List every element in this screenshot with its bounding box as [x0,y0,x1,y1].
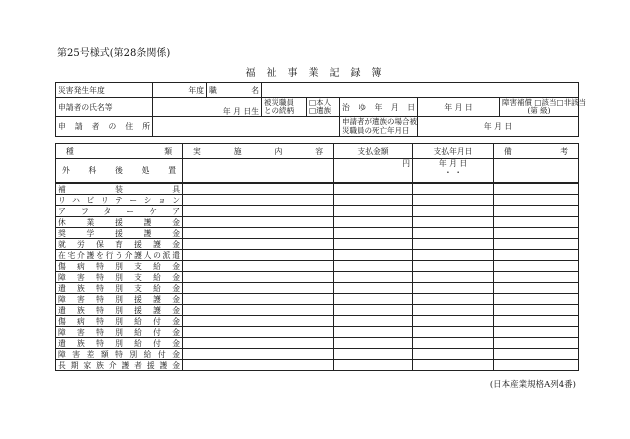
payment-date-cell[interactable] [413,183,494,195]
payment-date-cell[interactable]: 年 月 日 ・ ・ [413,159,494,184]
kind-cell: 外科後処置 [56,159,183,184]
content-cell[interactable] [183,250,334,261]
amount-cell[interactable] [334,316,413,327]
disability-label: 障害補償 [502,97,532,107]
content-cell[interactable] [183,183,334,195]
payment-date-cell[interactable] [413,283,494,294]
amount-cell[interactable] [334,239,413,250]
payment-date-cell[interactable] [413,206,494,217]
disability-compensation[interactable] [500,97,587,117]
disaster-year-label: 災害発生年度 [56,83,153,98]
payment-date-cell[interactable] [413,316,494,327]
kind-cell: 奨学援護金 [56,228,183,239]
date-dots: ・ ・ [443,168,463,177]
kind-cell: 障害特別援護金 [56,294,183,305]
family-checkbox[interactable]: □遺族 [309,106,332,115]
kind-cell: 障害特別支給金 [56,272,183,283]
payment-date-cell[interactable] [413,250,494,261]
death-date-label: 申請者が遺族の場合被 災職員の死亡年月日 [340,117,418,137]
amount-cell[interactable] [334,183,413,195]
payment-date-cell[interactable] [413,261,494,272]
payment-date-cell[interactable] [413,360,494,371]
remarks-cell[interactable] [494,195,579,206]
payment-date-cell[interactable] [413,239,494,250]
address-label: 申請者の住所 [56,117,153,137]
remarks-cell[interactable] [494,217,579,228]
column-remarks: 備 考 [494,144,579,159]
amount-cell[interactable] [334,327,413,338]
kind-cell: 休業援護金 [56,217,183,228]
content-cell[interactable] [183,272,334,283]
kind-cell: 遺族特別援護金 [56,305,183,316]
remarks-cell[interactable] [494,261,579,272]
kind-cell: 遺族特別給付金 [56,338,183,349]
amount-cell[interactable] [334,283,413,294]
payment-date-cell[interactable] [413,338,494,349]
column-amount: 支払金額 [334,144,413,159]
kind-cell: 傷病特別支給金 [56,261,183,272]
paper-size-note: (日本産業規格A列4番) [489,380,576,390]
disability-grade[interactable]: (第 級) [527,106,551,115]
remarks-cell[interactable] [494,206,579,217]
cure-date-field[interactable]: 年 月 日 [418,98,500,117]
content-cell[interactable] [183,195,334,206]
payment-date-cell[interactable] [413,272,494,283]
column-content: 実 施 内 容 [183,144,334,159]
remarks-cell[interactable] [494,305,579,316]
kind-cell: 長期家族介護者援護金 [56,360,183,371]
content-cell[interactable] [183,294,334,305]
kind-cell: 補装具 [56,183,183,195]
amount-cell[interactable] [334,228,413,239]
amount-cell[interactable] [334,261,413,272]
content-cell[interactable] [183,228,334,239]
remarks-cell[interactable] [494,239,579,250]
cure-date-label: 治ゆ年月日 [340,98,418,117]
document-title: 福祉事業記録簿 [245,68,393,79]
kind-cell: 就労保育援護金 [56,239,183,250]
self-checkbox[interactable]: □本人 [309,97,332,107]
amount-cell[interactable] [334,250,413,261]
amount-cell[interactable] [334,206,413,217]
amount-cell[interactable]: 円 [334,159,413,184]
content-cell[interactable] [183,206,334,217]
amount-cell[interactable] [334,360,413,371]
form-number: 第25号様式(第28条関係) [57,48,171,59]
remarks-cell[interactable] [494,250,579,261]
payment-date-cell[interactable] [413,349,494,360]
remarks-cell[interactable] [494,283,579,294]
content-cell[interactable] [183,261,334,272]
amount-cell[interactable] [334,294,413,305]
kind-cell: アフターケア [56,206,183,217]
amount-cell[interactable] [334,195,413,206]
remarks-cell[interactable] [494,327,579,338]
content-cell[interactable] [183,327,334,338]
remarks-cell[interactable] [494,294,579,305]
amount-cell[interactable] [334,305,413,316]
payment-date-cell[interactable] [413,217,494,228]
amount-cell[interactable] [334,338,413,349]
applicant-info-table [55,82,587,137]
payment-date-cell[interactable] [413,195,494,206]
disability-options[interactable]: □該当□非該当 [534,97,587,107]
relation-options[interactable] [307,98,340,117]
remarks-cell[interactable] [494,272,579,283]
column-kind: 種 類 [56,144,183,159]
content-cell[interactable] [183,217,334,228]
remarks-cell[interactable] [494,159,579,184]
post-label: 職名 [207,83,262,98]
remarks-cell[interactable] [494,360,579,371]
content-cell[interactable] [183,316,334,327]
applicant-name-label: 申請者の氏名等 [56,98,153,117]
amount-cell[interactable] [334,217,413,228]
content-cell[interactable] [183,283,334,294]
welfare-record-table [55,143,579,371]
remarks-cell[interactable] [494,316,579,327]
content-cell[interactable] [183,360,334,371]
amount-cell[interactable] [334,349,413,360]
post-field[interactable] [262,83,579,98]
amount-cell[interactable] [334,272,413,283]
death-date-field[interactable]: 年 月 日 [418,117,579,137]
relation-label: 被災職員 との続柄 [262,98,307,117]
payment-date-cell[interactable] [413,294,494,305]
content-cell[interactable] [183,338,334,349]
kind-cell: 傷病特別給付金 [56,316,183,327]
remarks-cell[interactable] [494,183,579,195]
payment-date-cell[interactable] [413,327,494,338]
kind-cell: 在宅介護を行う介護人の派遣 [56,250,183,261]
kind-cell: 障害差額特別給付金 [56,349,183,360]
remarks-cell[interactable] [494,228,579,239]
disaster-year-field[interactable]: 年度 [153,83,207,98]
content-cell[interactable] [183,159,334,184]
remarks-cell[interactable] [494,338,579,349]
column-payment-date: 支払年月日 [413,144,494,159]
kind-cell: リハビリテーション [56,195,183,206]
address-field[interactable] [153,117,340,137]
payment-date-cell[interactable] [413,228,494,239]
kind-cell: 障害特別給付金 [56,327,183,338]
content-cell[interactable] [183,349,334,360]
content-cell[interactable] [183,239,334,250]
birth-date-field[interactable]: 年 月 日生 [153,98,262,117]
payment-date-cell[interactable] [413,305,494,316]
remarks-cell[interactable] [494,349,579,360]
kind-cell: 遺族特別支給金 [56,283,183,294]
content-cell[interactable] [183,305,334,316]
